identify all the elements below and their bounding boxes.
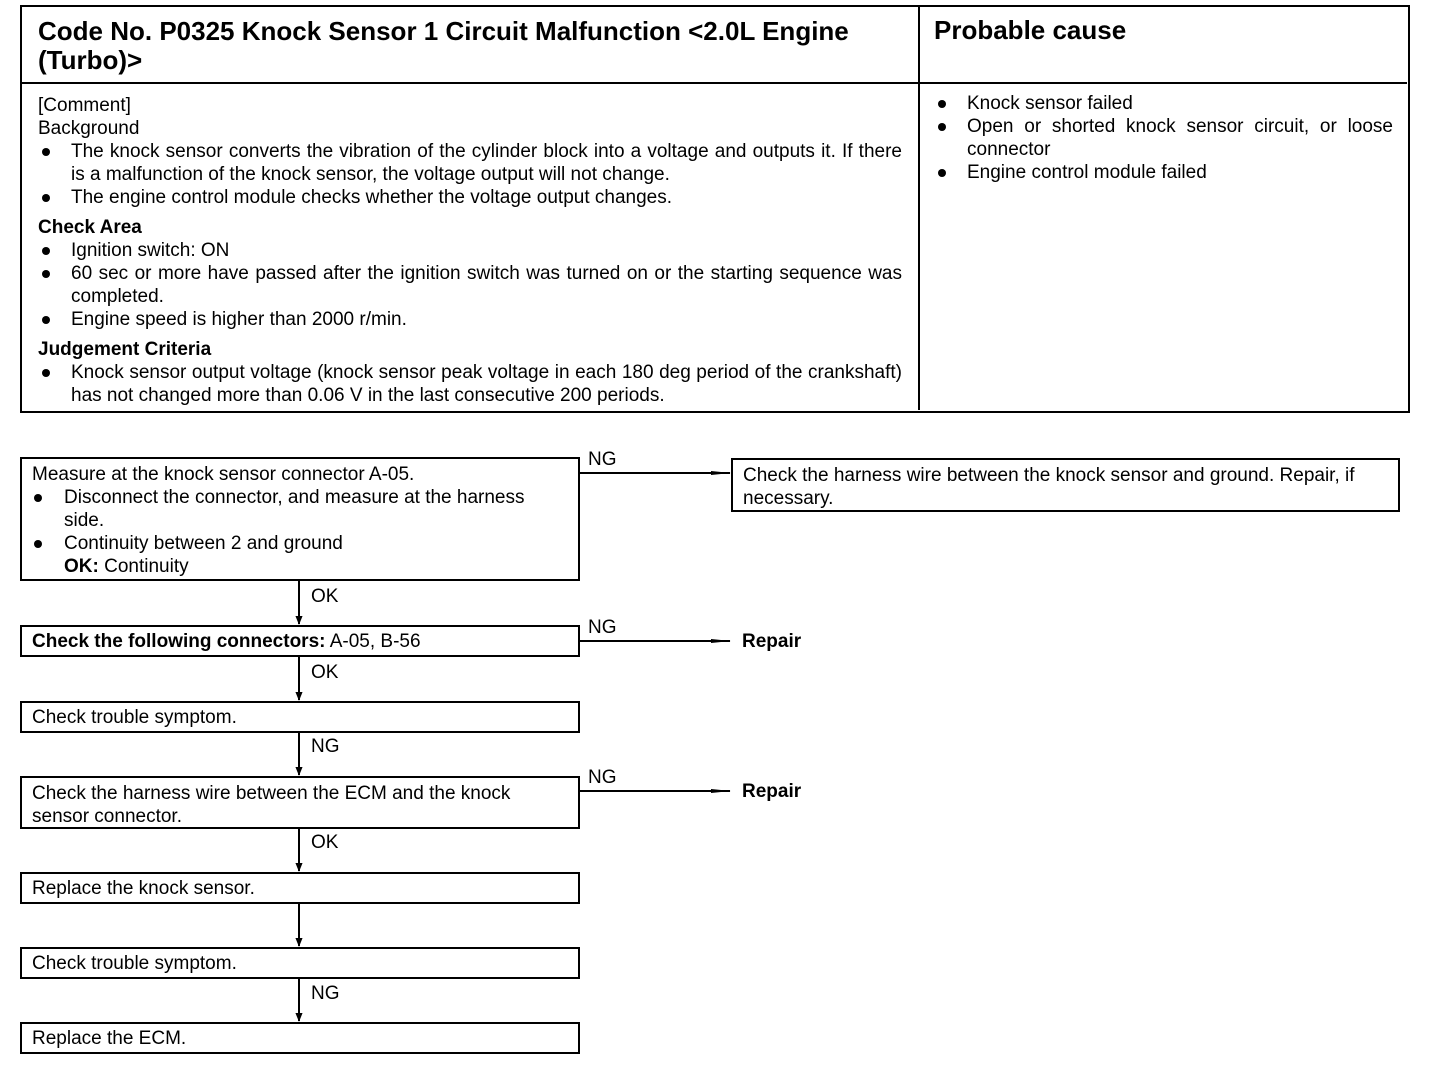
step1-text: Measure at the knock sensor connector A-05. (32, 464, 415, 485)
list-item: Disconnect the connector, and measure at the harness side. (32, 486, 568, 532)
step3-text: Check trouble symptom. (32, 707, 237, 728)
ok-label: OK (311, 662, 339, 683)
list-item: Open or shorted knock sensor circuit, or loose connector (934, 115, 1393, 161)
ng-label: NG (311, 983, 340, 1004)
step1-ok-criteria (32, 555, 568, 578)
list-item: The knock sensor converts the vibration of the cylinder block into a voltage and outputs it. If there is a malfunction of the knock sensor, the voltage output will not change. (38, 140, 902, 186)
step2-connectors: A-05, B-56 (329, 631, 421, 652)
code-title: Code No. P0325 Knock Sensor 1 Circuit Malfunction <2.0L Engine (Turbo)> (38, 16, 849, 75)
list-item: The engine control module checks whether the voltage output changes. (38, 186, 902, 209)
list-item: Ignition switch: ON (38, 239, 902, 262)
step1-ng-result-text: Check the harness wire between the knock sensor and ground. Repair, if necessary. (743, 465, 1355, 509)
ng-label: NG (588, 617, 617, 638)
background-label: Background (38, 118, 140, 139)
comment-label: [Comment] (38, 95, 131, 116)
flow-step-check-symptom-2 (20, 947, 580, 979)
list-item: 60 sec or more have passed after the ignition switch was turned on or the starting sequence was completed. (38, 262, 902, 308)
check-area-label: Check Area (38, 217, 142, 238)
ng-label: NG (588, 767, 617, 788)
step2-bold-text: Check the following connectors: (32, 631, 326, 652)
list-item: Continuity between 2 and ground (32, 532, 568, 555)
judgement-label: Judgement Criteria (38, 339, 212, 360)
repair-label: Repair (742, 781, 802, 802)
step5-text: Replace the knock sensor. (32, 878, 255, 899)
ok-label: OK (311, 586, 339, 607)
step4-text: Check the harness wire between the ECM and the knock sensor connector. (32, 783, 511, 827)
ng-label: NG (311, 736, 340, 757)
list-item: Knock sensor failed (934, 92, 1393, 115)
flow-step-replace-knock-sensor (20, 872, 580, 904)
list-item: Knock sensor output voltage (knock sensor peak voltage in each 180 deg period of the crankshaft) has not changed more than 0.06 V in the last consecutive 200 periods. (38, 361, 902, 407)
flow-result-check-harness-ground (731, 458, 1400, 512)
flow-step-check-harness-ecm (20, 776, 580, 829)
list-item: Engine speed is higher than 2000 r/min. (38, 308, 902, 331)
flow-step-check-connectors (20, 625, 580, 657)
ok-criteria-label: OK: (64, 556, 99, 577)
ok-label: OK (311, 832, 339, 853)
ok-criteria-value: Continuity (104, 556, 189, 577)
list-item: Engine control module failed (934, 161, 1393, 184)
flow-step-measure-connector (20, 457, 580, 581)
flow-step-check-symptom-1 (20, 701, 580, 733)
step1-list (32, 486, 568, 555)
ng-label: NG (588, 449, 617, 470)
probable-cause-title: Probable cause (934, 15, 1127, 45)
repair-label: Repair (742, 631, 802, 652)
step6-text: Check trouble symptom. (32, 953, 237, 974)
step7-text: Replace the ECM. (32, 1028, 187, 1049)
flow-step-replace-ecm (20, 1022, 580, 1054)
